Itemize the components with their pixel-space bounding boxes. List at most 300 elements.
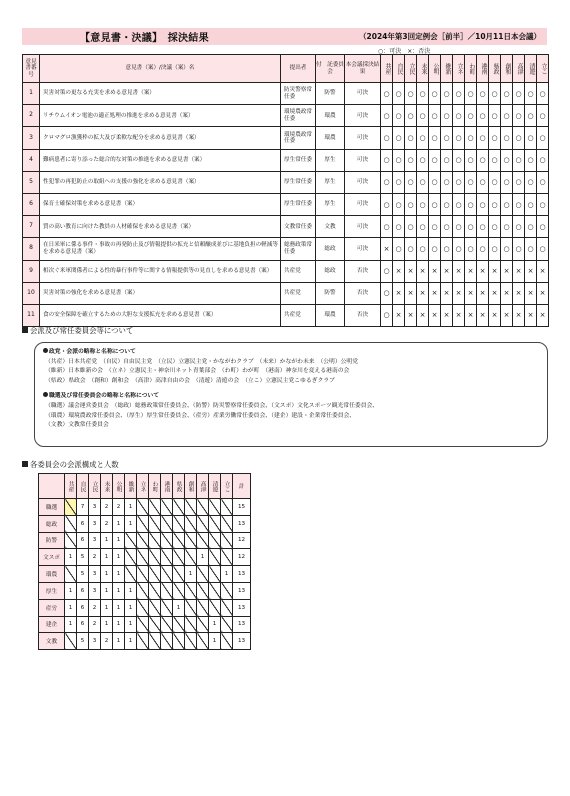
member-count: 1 xyxy=(221,566,233,583)
table-row xyxy=(23,127,549,149)
vote-cell: ○ xyxy=(441,105,453,127)
vote-cell: ○ xyxy=(405,216,417,238)
member-count xyxy=(137,515,149,532)
member-count xyxy=(197,566,209,583)
vote-cell: ○ xyxy=(489,149,501,171)
member-count xyxy=(185,633,197,650)
table-row xyxy=(39,566,251,583)
member-count: 5 xyxy=(77,566,89,583)
committee: 防警 xyxy=(316,83,345,105)
bill-name: リチウムイオン電池の適正処理の推進を求める意見書（案） xyxy=(40,105,281,127)
member-total: 13 xyxy=(233,566,251,583)
member-count: 1 xyxy=(65,599,77,616)
vote-cell: × xyxy=(477,282,489,304)
member-count xyxy=(221,616,233,633)
bill-name: 質の高い教育に向けた教員の人材確保を求める意見書（案） xyxy=(40,216,281,238)
col-proposer: 提出者 xyxy=(281,55,316,83)
col-result: 本会議採決結果 xyxy=(345,55,381,83)
committee-line: （環農）環境農政常任委員会、（厚生）厚生常任委員会、（産労）産業労働常任委員会、（建企）建設・企業常任委員会、 xyxy=(45,412,356,419)
member-count: 6 xyxy=(77,532,89,549)
row-number: 7 xyxy=(23,216,40,238)
member-count xyxy=(185,582,197,599)
vote-cell: ○ xyxy=(381,105,393,127)
member-count xyxy=(161,582,173,599)
member-count: 2 xyxy=(101,633,113,650)
member-count xyxy=(185,499,197,516)
member-count xyxy=(209,582,221,599)
col-name: 意見書（案）/決議（案）名 xyxy=(40,55,281,83)
vote-cell: × xyxy=(417,260,429,282)
committee: 文教 xyxy=(316,216,345,238)
member-count xyxy=(173,549,185,566)
committee-label: 産労 xyxy=(39,599,65,616)
table-row xyxy=(39,582,251,599)
vote-cell: ○ xyxy=(489,238,501,260)
member-count: 6 xyxy=(77,616,89,633)
member-count xyxy=(185,599,197,616)
vote-cell: × xyxy=(489,260,501,282)
bill-name: 食の安全保障を確立するための大胆な支援拡充を求める意見書（案） xyxy=(40,304,281,326)
vote-cell: ○ xyxy=(405,238,417,260)
member-count xyxy=(137,549,149,566)
member-count xyxy=(197,499,209,516)
vote-cell: ○ xyxy=(381,216,393,238)
vote-cell: × xyxy=(465,282,477,304)
member-total: 12 xyxy=(233,549,251,566)
vote-cell: × xyxy=(417,304,429,326)
member-count xyxy=(161,499,173,516)
vote-cell: ○ xyxy=(465,216,477,238)
vote-cell: ○ xyxy=(477,149,489,171)
member-count xyxy=(197,633,209,650)
vote-cell: × xyxy=(477,304,489,326)
committee: 厚生 xyxy=(316,193,345,215)
table-row xyxy=(23,282,549,304)
vote-cell: ○ xyxy=(537,171,549,193)
party-line: （共産）日本共産党 （自民）自由民主党 （立民）立憲民主党・かながわクラブ （未来）かながわ未来 （公明）公明党 xyxy=(45,358,359,365)
vote-cell: ○ xyxy=(477,171,489,193)
party-header: 清遊 xyxy=(525,55,537,83)
vote-cell: ○ xyxy=(417,216,429,238)
member-count: 2 xyxy=(89,599,101,616)
member-count: 3 xyxy=(89,582,101,599)
member-count xyxy=(137,599,149,616)
vote-cell: ○ xyxy=(465,105,477,127)
vote-cell: × xyxy=(405,304,417,326)
vote-cell: ○ xyxy=(405,127,417,149)
vote-cell: × xyxy=(429,260,441,282)
member-count xyxy=(149,616,161,633)
row-number: 11 xyxy=(23,304,40,326)
member-count: 1 xyxy=(125,515,137,532)
committee-line: （職選）議会運営委員会 （総政）総務政策常任委員会、（防警）防災警察常任委員会、（文スポ）文化スポーツ観光常任委員会、 xyxy=(45,402,379,409)
vote-cell: ○ xyxy=(429,149,441,171)
member-count xyxy=(65,532,77,549)
member-count xyxy=(137,616,149,633)
row-number: 10 xyxy=(23,282,40,304)
member-count xyxy=(197,532,209,549)
party-header: 維新 xyxy=(441,55,453,83)
member-count xyxy=(173,633,185,650)
vote-cell: × xyxy=(441,282,453,304)
member-count: 1 xyxy=(101,599,113,616)
party-header: 立民 xyxy=(89,474,101,499)
plenary-result: 可決 xyxy=(345,171,381,193)
table-row xyxy=(39,599,251,616)
table-row xyxy=(23,105,549,127)
vote-cell: ○ xyxy=(393,149,405,171)
vote-cell: ○ xyxy=(453,238,465,260)
party-header: 共産 xyxy=(65,474,77,499)
vote-cell: ○ xyxy=(393,238,405,260)
bill-name: 保育士確保対策を求める意見書（案） xyxy=(40,193,281,215)
member-count: 1 xyxy=(113,633,125,650)
member-count xyxy=(209,532,221,549)
member-count: 2 xyxy=(113,499,125,516)
bill-name: 相次ぐ米軍関係者による性的暴行事件等に関する情報提供等の見直しを求める意見書（案） xyxy=(40,260,281,282)
vote-cell: ○ xyxy=(429,105,441,127)
member-count: 1 xyxy=(125,616,137,633)
table-row xyxy=(23,193,549,215)
member-count: 1 xyxy=(197,549,209,566)
member-count xyxy=(149,499,161,516)
square-bullet-icon xyxy=(22,327,28,333)
square-bullet-icon xyxy=(22,461,28,467)
vote-cell: ○ xyxy=(489,127,501,149)
member-count xyxy=(161,532,173,549)
member-count xyxy=(221,499,233,516)
vote-cell: × xyxy=(393,282,405,304)
member-count xyxy=(125,549,137,566)
vote-cell: ○ xyxy=(537,193,549,215)
member-count xyxy=(149,532,161,549)
bill-name: 在日米軍に係る事件・事故の再発防止及び情報提供の拡充と信頼醸成並びに基地負担の軽減等を求める意見書（案） xyxy=(40,238,281,260)
member-count xyxy=(173,616,185,633)
proposer: 総務政策常任委 xyxy=(281,238,316,260)
vote-cell: ○ xyxy=(453,83,465,105)
member-count xyxy=(221,633,233,650)
vote-cell: ○ xyxy=(537,105,549,127)
vote-cell: ○ xyxy=(453,105,465,127)
member-count xyxy=(137,499,149,516)
vote-cell: × xyxy=(453,304,465,326)
member-count xyxy=(209,499,221,516)
committee: 環農 xyxy=(316,105,345,127)
member-count: 1 xyxy=(113,532,125,549)
vote-result-header-row xyxy=(23,55,549,83)
vote-cell: ○ xyxy=(465,171,477,193)
vote-cell: × xyxy=(465,304,477,326)
proposer: 環境農政常任委 xyxy=(281,105,316,127)
vote-cell: ○ xyxy=(405,171,417,193)
member-count xyxy=(137,633,149,650)
member-count: 6 xyxy=(77,599,89,616)
member-count: 3 xyxy=(89,566,101,583)
member-count xyxy=(161,616,173,633)
row-number: 6 xyxy=(23,193,40,215)
committee: 総政 xyxy=(316,260,345,282)
vote-cell: ○ xyxy=(441,216,453,238)
member-count xyxy=(197,599,209,616)
member-count xyxy=(173,515,185,532)
member-count: 1 xyxy=(113,549,125,566)
party-header: 未来 xyxy=(101,474,113,499)
committee-line: （文教）文教常任委員会 xyxy=(45,422,109,429)
member-total: 13 xyxy=(233,633,251,650)
vote-cell: × xyxy=(501,282,513,304)
vote-cell: × xyxy=(405,282,417,304)
member-count xyxy=(173,532,185,549)
party-header: 立こ xyxy=(221,474,233,499)
vote-cell: ○ xyxy=(441,193,453,215)
committee-label: 建企 xyxy=(39,616,65,633)
member-count xyxy=(125,566,137,583)
party-header: 港南 xyxy=(161,474,173,499)
committee-label: 文教 xyxy=(39,633,65,650)
member-count xyxy=(149,549,161,566)
vote-cell: ○ xyxy=(381,304,393,326)
vote-cell: ○ xyxy=(501,105,513,127)
bullet-icon xyxy=(43,348,48,353)
vote-cell: ○ xyxy=(381,171,393,193)
vote-cell: ○ xyxy=(417,149,429,171)
vote-cell: × xyxy=(453,260,465,282)
member-count: 1 xyxy=(209,616,221,633)
proposer: 厚生常任委 xyxy=(281,193,316,215)
row-number: 2 xyxy=(23,105,40,127)
committee-label: 厚生 xyxy=(39,582,65,599)
member-count: 3 xyxy=(89,633,101,650)
party-header: 県政 xyxy=(173,474,185,499)
party-header: 創和 xyxy=(185,474,197,499)
party-header: 未来 xyxy=(417,55,429,83)
member-count xyxy=(149,599,161,616)
member-count xyxy=(161,566,173,583)
party-header: 高津 xyxy=(197,474,209,499)
member-count xyxy=(185,532,197,549)
vote-cell: ○ xyxy=(417,171,429,193)
vote-cell: ○ xyxy=(477,127,489,149)
table-row xyxy=(23,238,549,260)
member-count: 3 xyxy=(89,499,101,516)
party-header: 立ネ xyxy=(137,474,149,499)
vote-cell: × xyxy=(537,260,549,282)
vote-cell: ○ xyxy=(525,238,537,260)
members-body xyxy=(39,499,251,650)
party-header: 清遊 xyxy=(209,474,221,499)
vote-cell: × xyxy=(513,282,525,304)
bill-name: 難病患者に寄り添った総合的な対策の推進を求める意見書（案） xyxy=(40,149,281,171)
notes-heading: 会派及び常任委員会等について xyxy=(22,325,133,336)
member-count xyxy=(173,582,185,599)
bill-name: クロマグロ漁獲枠の拡大及び柔軟な配分を求める意見書（案） xyxy=(40,127,281,149)
proposer: 文教常任委 xyxy=(281,216,316,238)
notes-box xyxy=(34,342,548,447)
member-count: 1 xyxy=(125,599,137,616)
vote-cell: ○ xyxy=(453,149,465,171)
vote-cell: ○ xyxy=(441,127,453,149)
vote-cell: × xyxy=(417,282,429,304)
member-count: 6 xyxy=(77,582,89,599)
member-count: 1 xyxy=(113,515,125,532)
party-header: わ町 xyxy=(149,474,161,499)
member-count: 1 xyxy=(65,582,77,599)
proposer: 厚生常任委 xyxy=(281,171,316,193)
plenary-result: 可決 xyxy=(345,216,381,238)
member-count: 1 xyxy=(125,582,137,599)
vote-cell: × xyxy=(393,304,405,326)
vote-cell: ○ xyxy=(465,127,477,149)
row-number: 1 xyxy=(23,83,40,105)
member-total: 13 xyxy=(233,616,251,633)
party-header: 自民 xyxy=(77,474,89,499)
vote-cell: ○ xyxy=(453,171,465,193)
table-row xyxy=(23,304,549,326)
title-bar xyxy=(22,28,547,45)
members-header-row xyxy=(39,474,251,499)
session-label: （2024年第3回定例会［前半］／10月11日本会議） xyxy=(359,32,541,41)
vote-cell: ○ xyxy=(513,105,525,127)
vote-cell: ○ xyxy=(441,238,453,260)
proposer: 共産党 xyxy=(281,304,316,326)
committee: 総政 xyxy=(316,238,345,260)
vote-cell: × xyxy=(513,260,525,282)
vote-cell: ○ xyxy=(513,193,525,215)
vote-cell: × xyxy=(477,260,489,282)
member-count xyxy=(173,566,185,583)
vote-cell: ○ xyxy=(513,83,525,105)
page-title: 【意見書・決議】 採決結果 xyxy=(80,33,209,44)
member-count xyxy=(209,599,221,616)
party-header: 公明 xyxy=(113,474,125,499)
member-count xyxy=(161,549,173,566)
vote-cell: × xyxy=(525,282,537,304)
vote-cell: ○ xyxy=(393,83,405,105)
vote-cell: ○ xyxy=(417,127,429,149)
party-header: 県政 xyxy=(489,55,501,83)
vote-cell: ○ xyxy=(381,83,393,105)
vote-cell: ○ xyxy=(501,127,513,149)
plenary-result: 否決 xyxy=(345,282,381,304)
vote-cell: ○ xyxy=(405,149,417,171)
vote-cell: ○ xyxy=(465,149,477,171)
vote-cell: ○ xyxy=(525,83,537,105)
member-count xyxy=(209,515,221,532)
vote-cell: ○ xyxy=(393,193,405,215)
vote-cell: × xyxy=(525,260,537,282)
vote-cell: ○ xyxy=(429,171,441,193)
member-count: 1 xyxy=(113,582,125,599)
member-count xyxy=(221,515,233,532)
party-line: （維新）日本維新の会 （立ネ）立憲民主・神奈川ネット青葉部会 （わ町）わが町 （港南）神奈川を変える港南の会 xyxy=(45,368,350,375)
proposer: 防災警察常任委 xyxy=(281,83,316,105)
vote-cell: ○ xyxy=(393,171,405,193)
member-count xyxy=(221,599,233,616)
member-count: 1 xyxy=(101,549,113,566)
vote-cell: ○ xyxy=(537,238,549,260)
vote-cell: ○ xyxy=(477,105,489,127)
vote-cell: ○ xyxy=(393,216,405,238)
vote-cell: ○ xyxy=(525,149,537,171)
vote-cell: ○ xyxy=(501,171,513,193)
table-row xyxy=(23,171,549,193)
committee-label: 防警 xyxy=(39,532,65,549)
row-number: 3 xyxy=(23,127,40,149)
committee: 環農 xyxy=(316,304,345,326)
members-corner xyxy=(39,474,65,499)
member-count: 1 xyxy=(101,566,113,583)
vote-cell: ○ xyxy=(501,238,513,260)
plenary-result: 可決 xyxy=(345,83,381,105)
vote-cell: × xyxy=(537,282,549,304)
vote-result-table xyxy=(22,54,549,327)
vote-cell: ○ xyxy=(417,83,429,105)
vote-cell: × xyxy=(537,304,549,326)
member-count: 1 xyxy=(173,599,185,616)
member-count xyxy=(149,633,161,650)
vote-cell: ○ xyxy=(513,216,525,238)
vote-cell: ○ xyxy=(429,83,441,105)
vote-cell: ○ xyxy=(513,127,525,149)
member-count xyxy=(221,549,233,566)
committee-label: 環農 xyxy=(39,566,65,583)
parties-heading: 政党・会派の略称と名称について xyxy=(43,348,539,358)
member-count: 1 xyxy=(125,633,137,650)
members-heading: 各委員会の会派構成と人数 xyxy=(22,459,119,470)
vote-cell: × xyxy=(489,282,501,304)
vote-cell: ○ xyxy=(441,83,453,105)
vote-cell: ○ xyxy=(489,216,501,238)
vote-cell: × xyxy=(441,304,453,326)
member-count xyxy=(185,616,197,633)
member-total: 12 xyxy=(233,532,251,549)
vote-cell: ○ xyxy=(537,127,549,149)
member-count: 7 xyxy=(77,499,89,516)
party-header: 港南 xyxy=(477,55,489,83)
committee-label: 総政 xyxy=(39,515,65,532)
vote-cell: ○ xyxy=(453,193,465,215)
party-header: 立こ xyxy=(537,55,549,83)
vote-cell: ○ xyxy=(525,216,537,238)
vote-cell: × xyxy=(429,282,441,304)
member-count xyxy=(149,566,161,583)
member-count xyxy=(185,515,197,532)
vote-cell: ○ xyxy=(489,105,501,127)
committees-heading: 職選及び常任委員会の略称と名称について xyxy=(43,392,539,402)
plenary-result: 否決 xyxy=(345,260,381,282)
total-header: 計 xyxy=(233,474,251,499)
vote-cell: ○ xyxy=(405,105,417,127)
vote-cell: ○ xyxy=(417,193,429,215)
vote-cell: ○ xyxy=(441,171,453,193)
vote-cell: ○ xyxy=(477,238,489,260)
table-row xyxy=(39,616,251,633)
row-number: 4 xyxy=(23,149,40,171)
vote-cell: ○ xyxy=(465,83,477,105)
party-line: （県政）県政会 （創和）創和会 （高津）高津自由の会 （清遊）清遊の会 （立こ）立憲民主党こゆるぎクラブ xyxy=(45,377,335,384)
member-count xyxy=(137,566,149,583)
member-count xyxy=(65,633,77,650)
vote-cell: ○ xyxy=(453,127,465,149)
member-count: 1 xyxy=(101,532,113,549)
vote-cell: × xyxy=(405,260,417,282)
committee-members-table xyxy=(38,473,251,650)
vote-cell: ○ xyxy=(429,193,441,215)
vote-cell: ○ xyxy=(465,193,477,215)
proposer: 厚生常任委 xyxy=(281,149,316,171)
member-count: 2 xyxy=(101,515,113,532)
vote-cell: × xyxy=(381,238,393,260)
